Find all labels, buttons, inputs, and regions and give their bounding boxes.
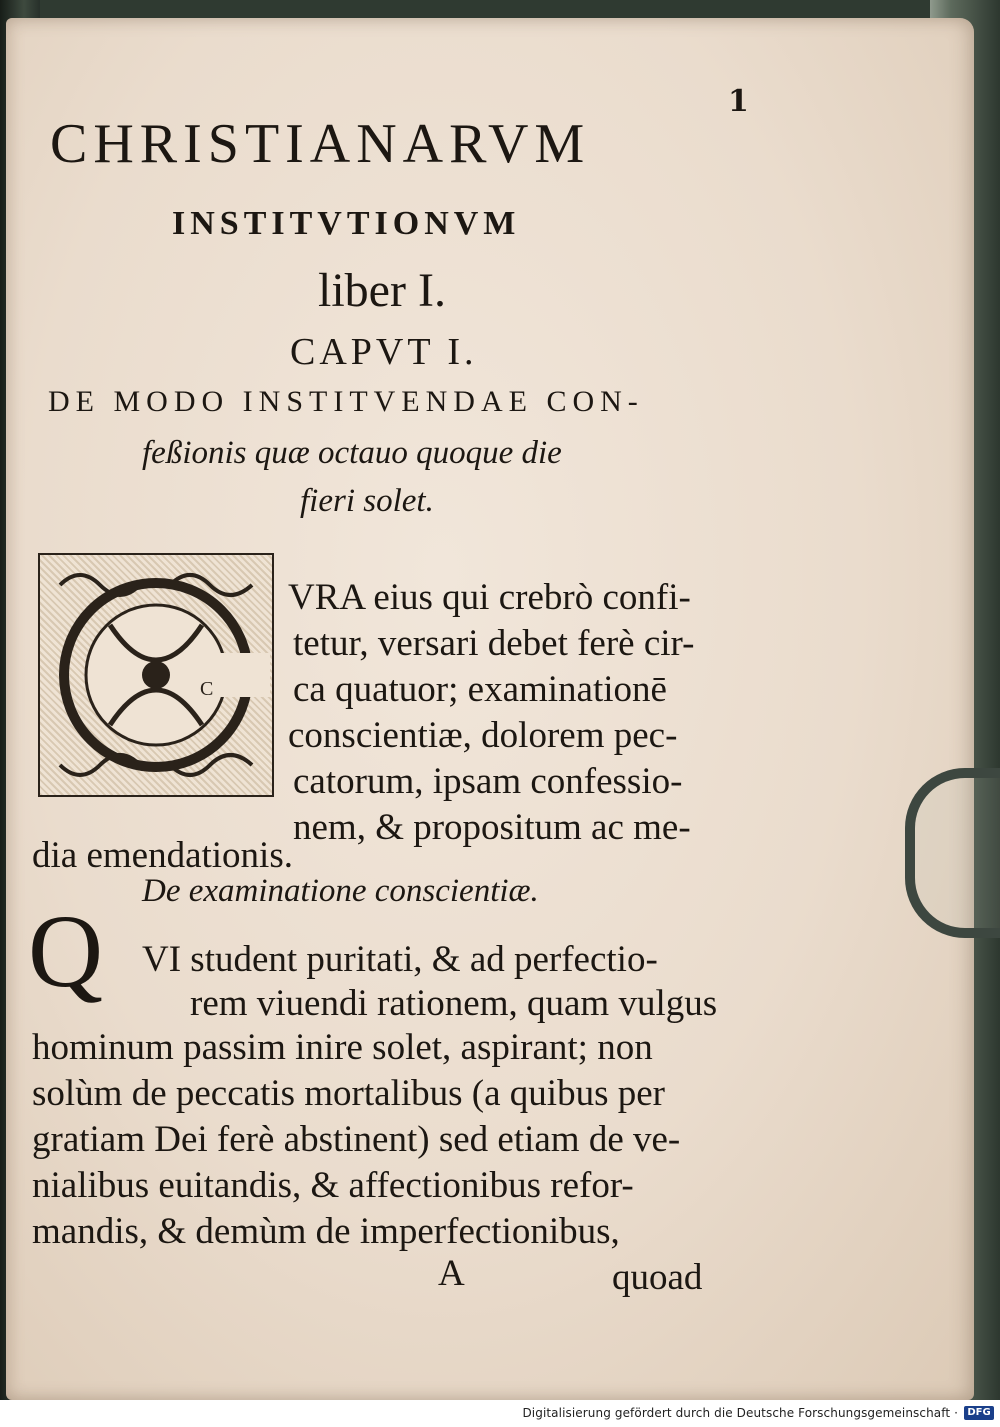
paragraph1-line: ca quatuor; examinationē	[293, 669, 667, 710]
paragraph1-line: conscientiæ, dolorem pec-	[288, 715, 678, 756]
funding-credit: Digitalisierung gefördert durch die Deutsche Forschungsgemeinschaft ·	[522, 1406, 958, 1420]
ornament-icon	[40, 555, 272, 795]
book-title: CHRISTIANARVM	[50, 113, 591, 175]
catchword: quoad	[612, 1257, 703, 1298]
paragraph1-line: tetur, versari debet ferè cir-	[293, 623, 695, 664]
paragraph2-line: VI student puritati, & ad perfectio-	[142, 939, 658, 980]
dfg-logo-icon: DFG	[964, 1406, 994, 1420]
paragraph2-line: gratiam Dei ferè abstinent) sed etiam de ve-	[32, 1119, 681, 1160]
chapter-heading-caps: DE MODO INSTITVENDAE CON-	[48, 385, 644, 418]
book-clasp	[905, 768, 1000, 938]
initial-letter-q: Q	[28, 894, 104, 1009]
paragraph1-line: catorum, ipsam confessio-	[293, 761, 683, 802]
section-heading: De examinatione conscientiæ.	[142, 873, 539, 909]
book-number: liber I.	[318, 264, 446, 317]
signature-mark: A	[438, 1253, 465, 1294]
paragraph2-line: mandis, & demùm de imperfectionibus,	[32, 1211, 620, 1252]
book-subtitle: INSTITVTIONVM	[172, 205, 521, 242]
page-number: 1	[728, 84, 749, 119]
paragraph2-line: solùm de peccatis mortalibus (a quibus per	[32, 1073, 665, 1114]
decorated-initial-c	[38, 553, 274, 797]
chapter-title: CAPVT I.	[290, 331, 478, 373]
chapter-heading-line-2: feßionis quæ octauo quoque die	[142, 435, 562, 471]
paragraph1-line: dia emendationis.	[32, 835, 293, 876]
paragraph1-line: VRA eius qui crebrò confi-	[288, 577, 691, 618]
paragraph1-line: nem, & propositum ac me-	[293, 807, 691, 848]
paragraph2-line: rem viuendi rationem, quam vulgus	[190, 983, 718, 1024]
paragraph2-line: nialibus euitandis, & affectionibus refor-	[32, 1165, 634, 1206]
svg-text:C: C	[200, 678, 214, 700]
chapter-heading-line-3: fieri solet.	[300, 483, 434, 519]
paragraph2-line: hominum passim inire solet, aspirant; non	[32, 1027, 653, 1068]
